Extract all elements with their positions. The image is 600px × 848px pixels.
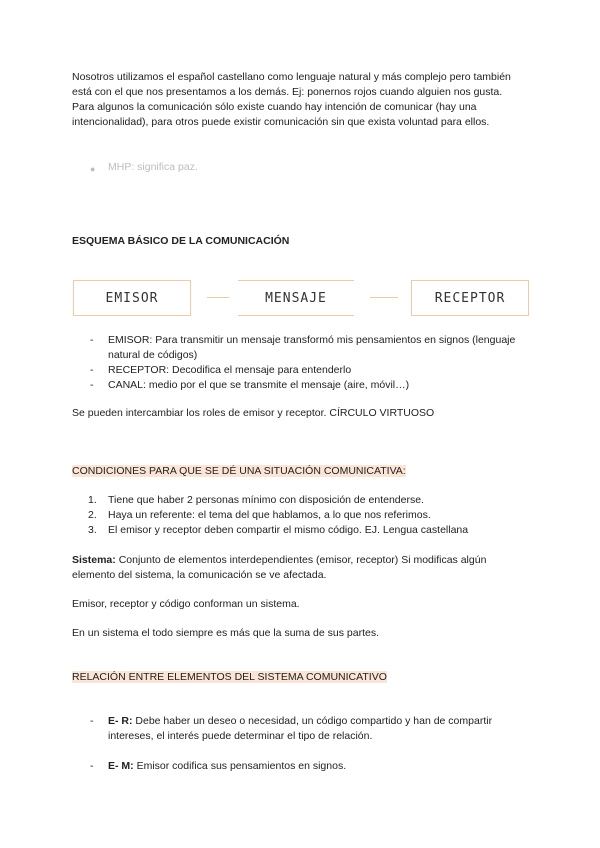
- system-definition: Sistema: Conjunto de elementos interdependientes (emisor, receptor) Si modificas algún elemento del sistema, la comunicación se ve afectada.: [72, 554, 487, 581]
- list-item: - E- R: Debe haber un deseo o necesidad, un código compartido y han de compartir intereses, el interés puede determinar el tipo de relación.: [90, 715, 493, 742]
- relation-title: RELACIÓN ENTRE ELEMENTOS DEL SISTEMA COMUNICATIVO: [72, 671, 387, 683]
- list-item: - CANAL: medio por el que se transmite el mensaje (aire, móvil…): [90, 379, 410, 391]
- relation-list: [72, 759, 532, 774]
- intro-paragraph: Nosotros utilizamos el español castellano como lenguaje natural y más complejo pero también está con el que nos presentamos a los demás. Ej: ponernos rojos cuando alguien nos gusta. Para algunos la comunicación sólo existe cuando hay intención de comunicar (hay una intencionalidad), para otros puede existir comunicación sin que exista voluntad para ellos.: [72, 71, 511, 128]
- conditions-list: [72, 493, 532, 538]
- system-line-3: En un sistema el todo siempre es más que la suma de sus partes.: [72, 627, 379, 639]
- connector-line: [207, 297, 229, 298]
- list-item: 3. El emisor y receptor deben compartir el mismo código. EJ. Lengua castellana: [88, 524, 469, 536]
- connector-line: [370, 297, 398, 298]
- schema-title: ESQUEMA BÁSICO DE LA COMUNICACIÓN: [72, 235, 290, 247]
- system-term: Sistema:: [72, 554, 116, 566]
- system-line-2: Emisor, receptor y código conforman un sistema.: [72, 598, 300, 610]
- list-item: 2. Haya un referente: el tema del que hablamos, a lo que nos referimos.: [88, 509, 431, 521]
- receptor-box: RECEPTOR: [411, 280, 529, 316]
- mensaje-box: MENSAJE: [238, 280, 354, 316]
- list-item: - E- M: Emisor codifica sus pensamientos en signos.: [90, 760, 347, 772]
- bullet-dot-icon: ●: [90, 164, 96, 174]
- emisor-box: EMISOR: [73, 280, 191, 316]
- list-item: 1. Tiene que haber 2 personas mínimo con disposición de entenderse.: [88, 494, 424, 506]
- conditions-heading: [72, 464, 522, 479]
- relation-heading: [72, 670, 522, 685]
- list-item: - EMISOR: Para transmitir un mensaje transformó mis pensamientos en signos (lenguaje natural de códigos): [90, 334, 516, 361]
- faded-bullet-text: MHP: significa paz.: [108, 161, 198, 173]
- schema-note: Se pueden intercambiar los roles de emisor y receptor. CÍRCULO VIRTUOSO: [72, 407, 435, 419]
- relation-list: [72, 714, 532, 744]
- conditions-title: CONDICIONES PARA QUE SE DÉ UNA SITUACIÓN COMUNICATIVA:: [72, 465, 406, 477]
- schema-list: [72, 333, 532, 393]
- list-item: - RECEPTOR: Decodifica el mensaje para entenderlo: [90, 364, 352, 376]
